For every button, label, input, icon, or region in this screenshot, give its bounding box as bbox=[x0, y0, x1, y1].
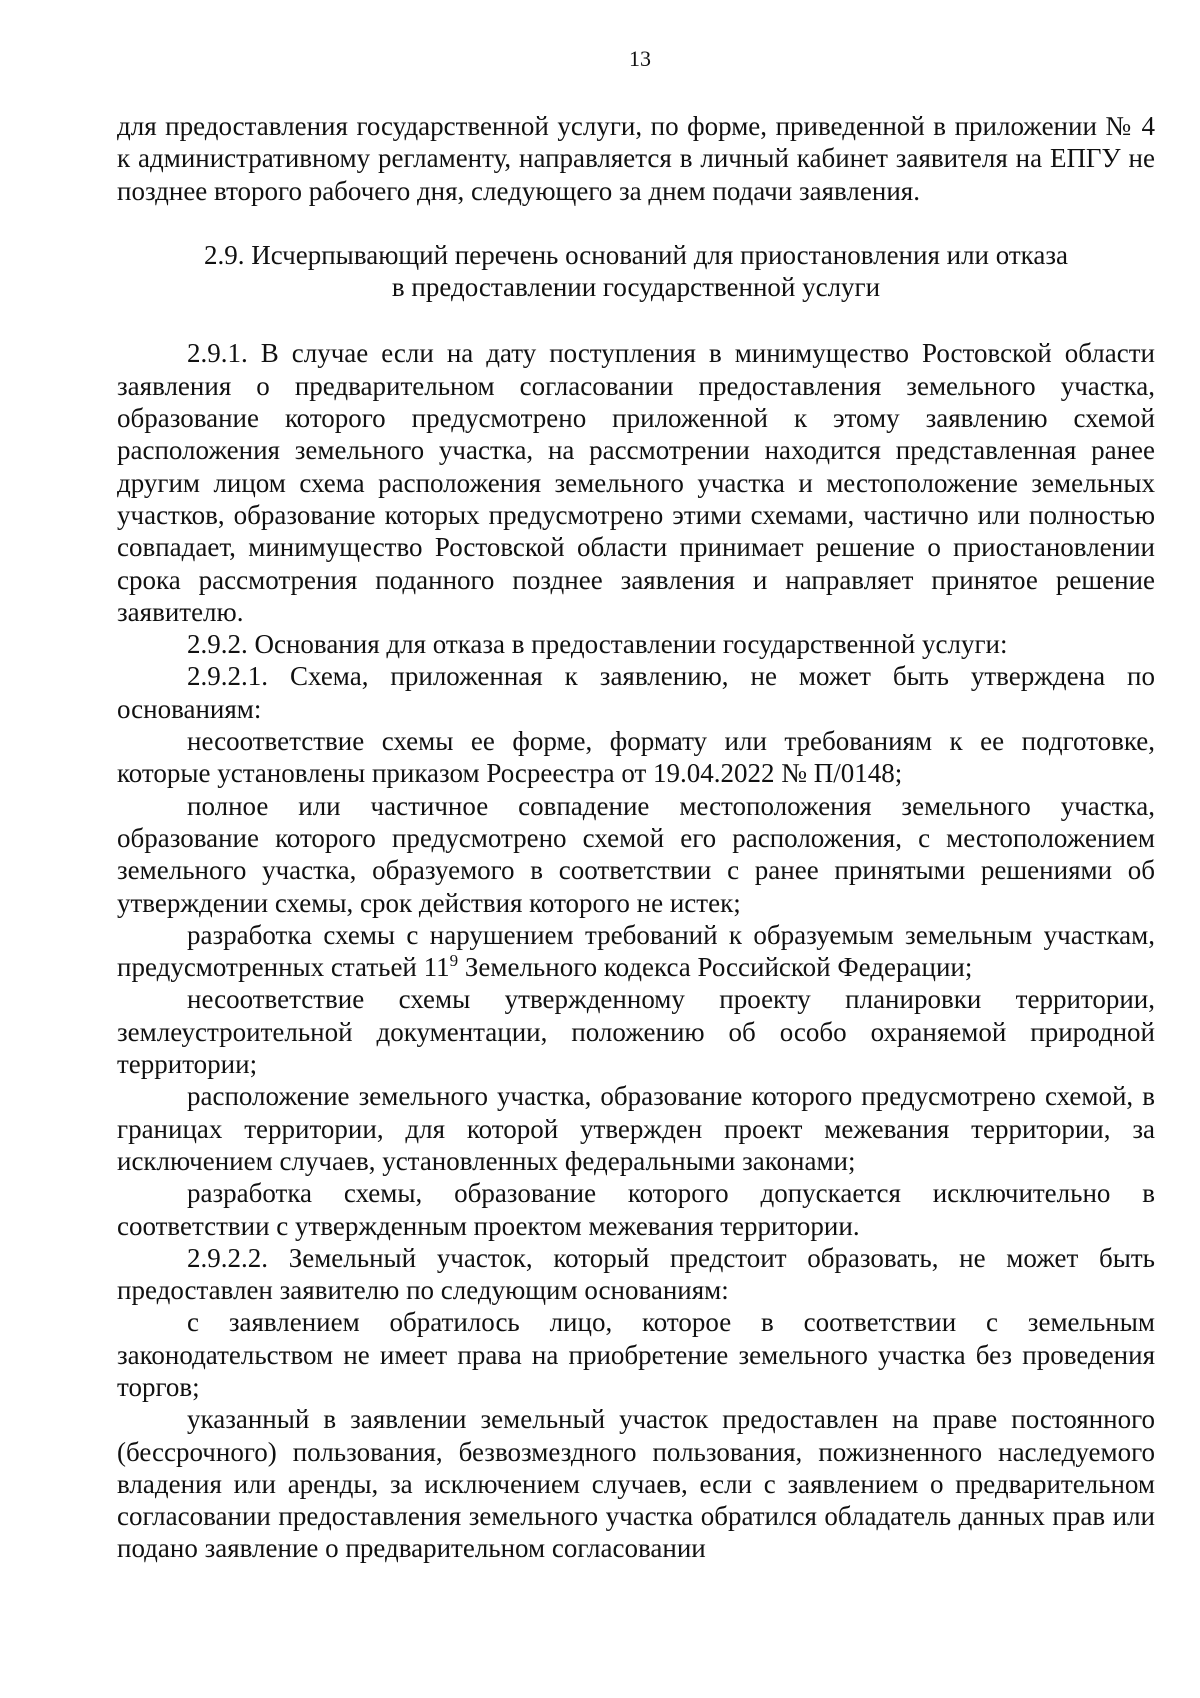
page-number: 13 bbox=[629, 46, 651, 71]
section-heading bbox=[117, 239, 1155, 304]
list-item: с заявлением обратилось лицо, которое в соответствии с земельным законодательством не имеет права на приобретение земельного участка без проведения торгов; bbox=[117, 1307, 1155, 1402]
paragraph-continuation: для предоставления государственной услуги, по форме, приведенной в приложении № 4 к административному регламенту, направляется в личный кабинет заявителя на ЕПГУ не позднее второго рабочего дня, следующего за днем подачи заявления. bbox=[117, 111, 1155, 206]
section-heading-line-2: в предоставлении государственной услуги bbox=[391, 272, 881, 303]
paragraph-2-9-2-2: 2.9.2.2. Земельный участок, который предстоит образовать, не может быть предоставлен заявителю по следующим основаниям: bbox=[117, 1242, 1155, 1306]
paragraph-2-9-2: 2.9.2. Основания для отказа в предоставлении государственной услуги: bbox=[187, 629, 1008, 660]
list-item: разработка схемы, образование которого допускается исключительно в соответствии с утвержденным проектом межевания территории. bbox=[117, 1178, 1155, 1241]
paragraph-2-9-1: 2.9.1. В случае если на дату поступления в минимущество Ростовской области заявления о предварительном согласовании предоставления земельного участка, образование которого предусмотрено приложенной к этому заявлению схемой расположения земельного участка, на рассмотрении находится представленная ранее другим лицом схема расположения земельного участка и местоположение земельных участков, образование которых предусмотрено этими схемами, частично или полностью совпадает, минимущество Ростовской области принимает решение о приостановлении срока рассмотрения поданного позднее заявления и направляет принятое решение заявителю. bbox=[117, 338, 1155, 627]
section-heading-line-1: 2.9. Исчерпывающий перечень оснований для приостановления или отказа bbox=[203, 239, 1069, 270]
list-item: указанный в заявлении земельный участок предоставлен на праве постоянного (бессрочного) пользования, безвозмездного пользования, пожизненного наследуемого владения или аренды, за исключением случаев, если с заявлением о предварительном согласовании предоставления земельного участка обратился обладатель данных прав или подано заявление о предварительном согласовании bbox=[117, 1404, 1155, 1564]
superscript-index: 9 bbox=[449, 951, 459, 971]
list-item: несоответствие схемы ее форме, формату или требованиям к ее подготовке, которые установлены приказом Росреестра от 19.04.2022 № П/0148; bbox=[117, 726, 1155, 789]
list-item-text: разработка схемы с нарушением требований к образуемым земельным участкам, предусмотренных статьей 11 bbox=[117, 919, 1155, 983]
list-item: полное или частичное совпадение местоположения земельного участка, образование которого предусмотрено схемой его расположения, с местоположением земельного участка, образуемого в соответствии с ранее принятыми решениями об утверждении схемы, срок действия которого не истек; bbox=[117, 790, 1155, 918]
paragraph-2-9-2-1: 2.9.2.1. Схема, приложенная к заявлению, не может быть утверждена по основаниям: bbox=[117, 661, 1155, 724]
list-item: расположение земельного участка, образование которого предусмотрено схемой, в границах территории, для которой утвержден проект межевания территории, за исключением случаев, установленных федеральными законами; bbox=[117, 1081, 1155, 1176]
list-item: несоответствие схемы утвержденному проекту планировки территории, землеустроительной документации, положению об особо охраняемой природной территории; bbox=[117, 984, 1155, 1080]
list-item-text: Земельного кодекса Российской Федерации; bbox=[458, 952, 973, 983]
document-body bbox=[117, 110, 1155, 1565]
list-item-with-superscript bbox=[117, 919, 1155, 984]
